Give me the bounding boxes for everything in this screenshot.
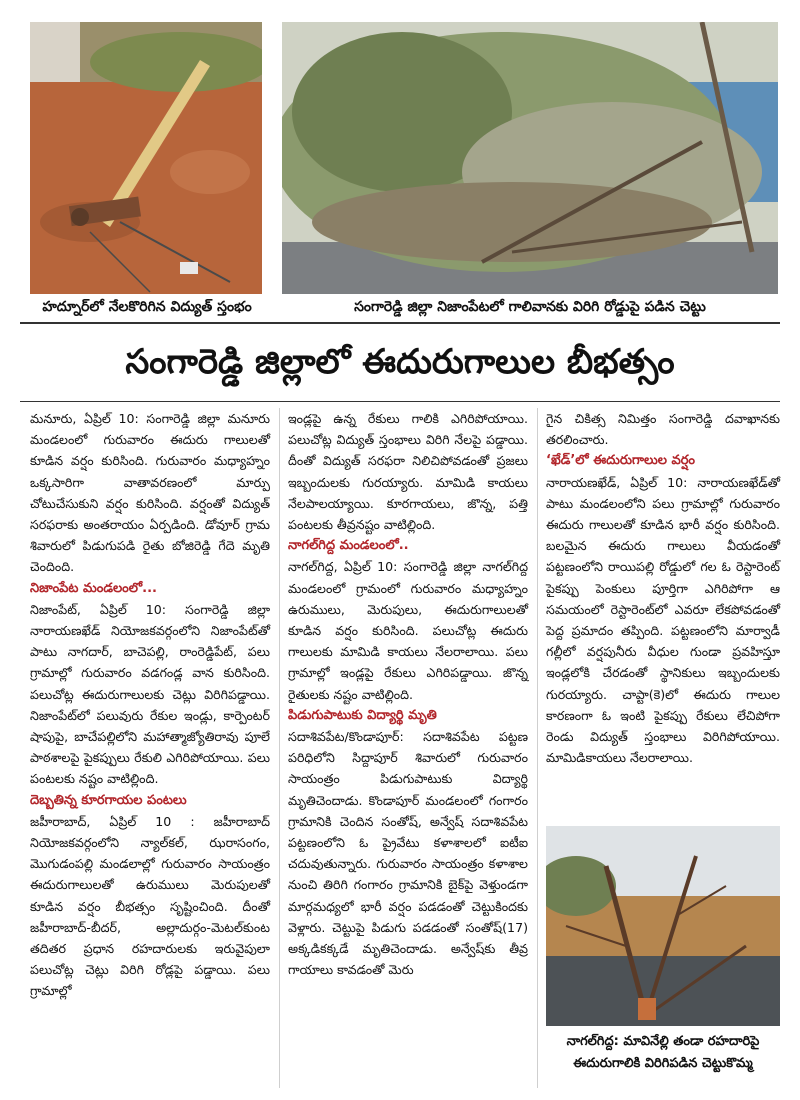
article-paragraph: గైన చికిత్స నిమిత్తం సంగారెడ్డి దవాఖానకు తరలించారు. [546, 411, 780, 448]
subheading-nizampet: నిజాంపేట మండలంలో... [30, 580, 157, 596]
subheading-nagalgidda: నాగల్‌గిద్ద మండలంలో.. [288, 538, 409, 554]
subheading-lightning-death: పిడుగుపాటుకు విద్యార్థి మృతి [288, 707, 437, 723]
broken-branch-photo [546, 826, 780, 1026]
subheading-khed: ‘ఖేడ్’లో ఈదురుగాలుల వర్షం [546, 453, 695, 469]
article-paragraph: నాగల్‌గిద్ద, ఏప్రిల్ 10: సంగారెడ్డి జిల్లా నాగల్‌గిద్ద మండలంలో గ్రామంలో గురువారం మధ్యాహ్నం ఉరుములు, మెరుపులు, ఈదురుగాలులతో కూడిన వర్షం కురిసింది. పలుచోట్ల ఈదురు గాలులకు మామిడి కాయలు నేలరాలాయి. పలు గ్రామాల్లో ఇండ్లపై రేకులు ఎగిరిపడ్డాయి. జొన్న రైతులకు నష్టం వాటిల్లింది. [288, 559, 528, 702]
fallen-tree-caption: సంగారెడ్డి జిల్లా నిజాంపేటలో గాలివానకు విరిగి రోడ్డుపై పడిన చెట్టు [354, 299, 706, 315]
headline-bottom-rule [20, 401, 780, 402]
column-divider [537, 408, 538, 1088]
article-column-3 [546, 408, 780, 768]
fallen-tree-photo [282, 22, 778, 294]
subheading-vegetable-crops: దెబ్బతిన్న కూరగాయల పంటలు [30, 792, 187, 808]
article-paragraph: నిజాంపేట్, ఏప్రిల్ 10: సంగారెడ్డి జిల్లా నారాయణఖేడ్ నియోజకవర్గంలోని నిజాంపేట్‌తో పాటు నాగదార్, బాచెపల్లి, రాంరెడ్డిపేట్, పలు గ్రామాల్లో గురువారం వడగండ్ల వాన కురిసింది. పలుచోట్ల ఈదురుగాలులకు చెట్లు విరిగిపడ్డాయి. నిజాంపేట్‌లో పలువురు రేకుల ఇండ్లు, కార్పెంటర్ షాపుపై, బాచేపల్లిలోని మహాత్మాజ్యోతిరావు పూలే పాఠశాలపై పైకప్పులు రేకులి ఎగిరిపోయాయి. పలు పంటలకు నష్టం వాటిల్లింది. [30, 601, 270, 787]
headline: సంగారెడ్డి జిల్లాలో ఈదురుగాలుల బీభత్సం [125, 342, 675, 382]
article-paragraph: నారాయణఖేడ్, ఏప్రిల్ 10: నారాయణఖేడ్‌తో పాటు మండలంలోని పలు గ్రామాల్లో గురువారం ఈదురు గాలులతో కూడిన భారీ వర్షం కురిసింది. బలమైన ఈదురు గాలులు వీయడంతో పట్టణంలోని రాయిపల్లి రోడ్డులో గల ఓ రెస్టారెంట్ పైకప్పు పెంకులు పూర్తిగా ఎగిరిపోగా ఆ సమయంలో రెస్టారెంట్‌లో ఎవరూ లేకపోవడంతో పెద్ద ప్రమాదం తప్పింది. పట్టణంలోని మార్వాడీ గల్లీలో వర్షపునీరు వీధుల గుండా ప్రవహిస్తూ ఇండ్లలోకి చేరడంతో స్థానికులు ఇబ్బందులకు గురయ్యారు. చాప్టా(కె)లో ఈదురు గాలుల కారణంగా ఓ ఇంటి పైకప్పు రేకులు లేచిపోగా రెండు విద్యుత్ స్తంభాలు విరిగిపోయాయి. మామిడికాయలు నేలరాలాయి. [546, 474, 780, 766]
article-column-1 [30, 408, 270, 1002]
article-column-2 [288, 408, 528, 980]
article-paragraph: జహీరాబాద్, ఏప్రిల్ 10 : జహీరాబాద్ నియోజకవర్గంలోని న్యాల్‌కల్, ఝరాసంగం, మొగుడంపల్లి మండలాల్లో గురువారం సాయంత్రం ఈదురుగాలులతో ఉరుములు మెరుపులతో కూడిన వర్షం బీభత్సం సృష్టించింది. దీంతో జహీరాబాద్-బీదర్, అల్లాదుర్గం-మెటల్‌కుంట తదితర ప్రధాన రహదారులకు ఇరువైపులా పలుచోట్ల చెట్లు విరిగి రోడ్లపై పడ్డాయి. పలు గ్రామాల్లో [30, 813, 270, 999]
article-paragraph: సదాశివపేట/కొండాపూర్: సదాశివపేట పట్టణ పరిధిలోని సిద్దాపూర్ శివారులో గురువారం సాయంత్రం పిడుగుపాటుకు విద్యార్థి మృతిచెందాడు. కొండాపూర్ మండలంలో గంగారం గ్రామానికి చెందిన సంతోష్, అన్వేష్ సదాశివపేట పట్టణంలోని ఓ ప్రైవేటు కళాశాలలో ఐటీఐ చదువుతున్నారు. గురువారం సాయంత్రం కళాశాల నుంచి తిరిగి గంగారం గ్రామానికి బైక్‌పై వెళ్తుండగా మార్గమధ్యలో భారీ వర్షం పడడంతో చెట్టుకిందకు వెళ్లారు. చెట్టుపై పిడుగు పడడంతో సంతోష్(17) అక్కడికక్కడే మృతిచెందాడు. అన్వేష్‌కు తీవ్ర గాయాలు కావడంతో మెరు [288, 729, 528, 978]
article-paragraph: మనూరు, ఏప్రిల్ 10: సంగారెడ్డి జిల్లా మనూరు మండలంలో గురువారం ఈదురు గాలులతో కూడిన వర్షం కురిసింది. గురువారం మధ్యాహ్నం ఒక్కసారిగా వాతావరణంలో మార్పు చోటుచేసుకుని వర్షం కురిసింది. వర్షంతో విద్యుత్ సరఫరాకు అంతరాయం ఏర్పడింది. డోవూర్ గ్రామ శివారులో పిడుగుపడి రైతు బోజిరెడ్డి గేదె మృతి చెందింది. [30, 411, 270, 575]
broken-branch-caption-line-1: నాగల్‌గిద్ద: మావినేల్లి తండా రహదారిపై [566, 1034, 760, 1049]
column-divider [279, 408, 280, 1088]
headline-top-rule [20, 322, 780, 324]
article-paragraph: ఇండ్లపై ఉన్న రేకులు గాలికి ఎగిరిపోయాయి. పలుచోట్ల విద్యుత్ స్తంభాలు విరిగి నేలపై పడ్డాయి. దీంతో విద్యుత్ సరఫరా నిలిచిపోవడంతో ప్రజలు ఇబ్బందులకు గురయ్యారు. మామిడి కాయలు నేలపాలయ్యాయి. కూరగాయలు, జొన్న, పత్తి పంటలకు తీవ్రనష్టం వాటిల్లింది. [288, 411, 528, 533]
fallen-pole-photo [30, 22, 262, 294]
broken-branch-caption-line-2: ఈదురుగాలికి విరిగిపడిన చెట్టుకొమ్మ [573, 1056, 753, 1071]
fallen-pole-caption: హద్నూర్‌లో నేలకొరిగిన విద్యుత్ స్తంభం [42, 299, 252, 315]
